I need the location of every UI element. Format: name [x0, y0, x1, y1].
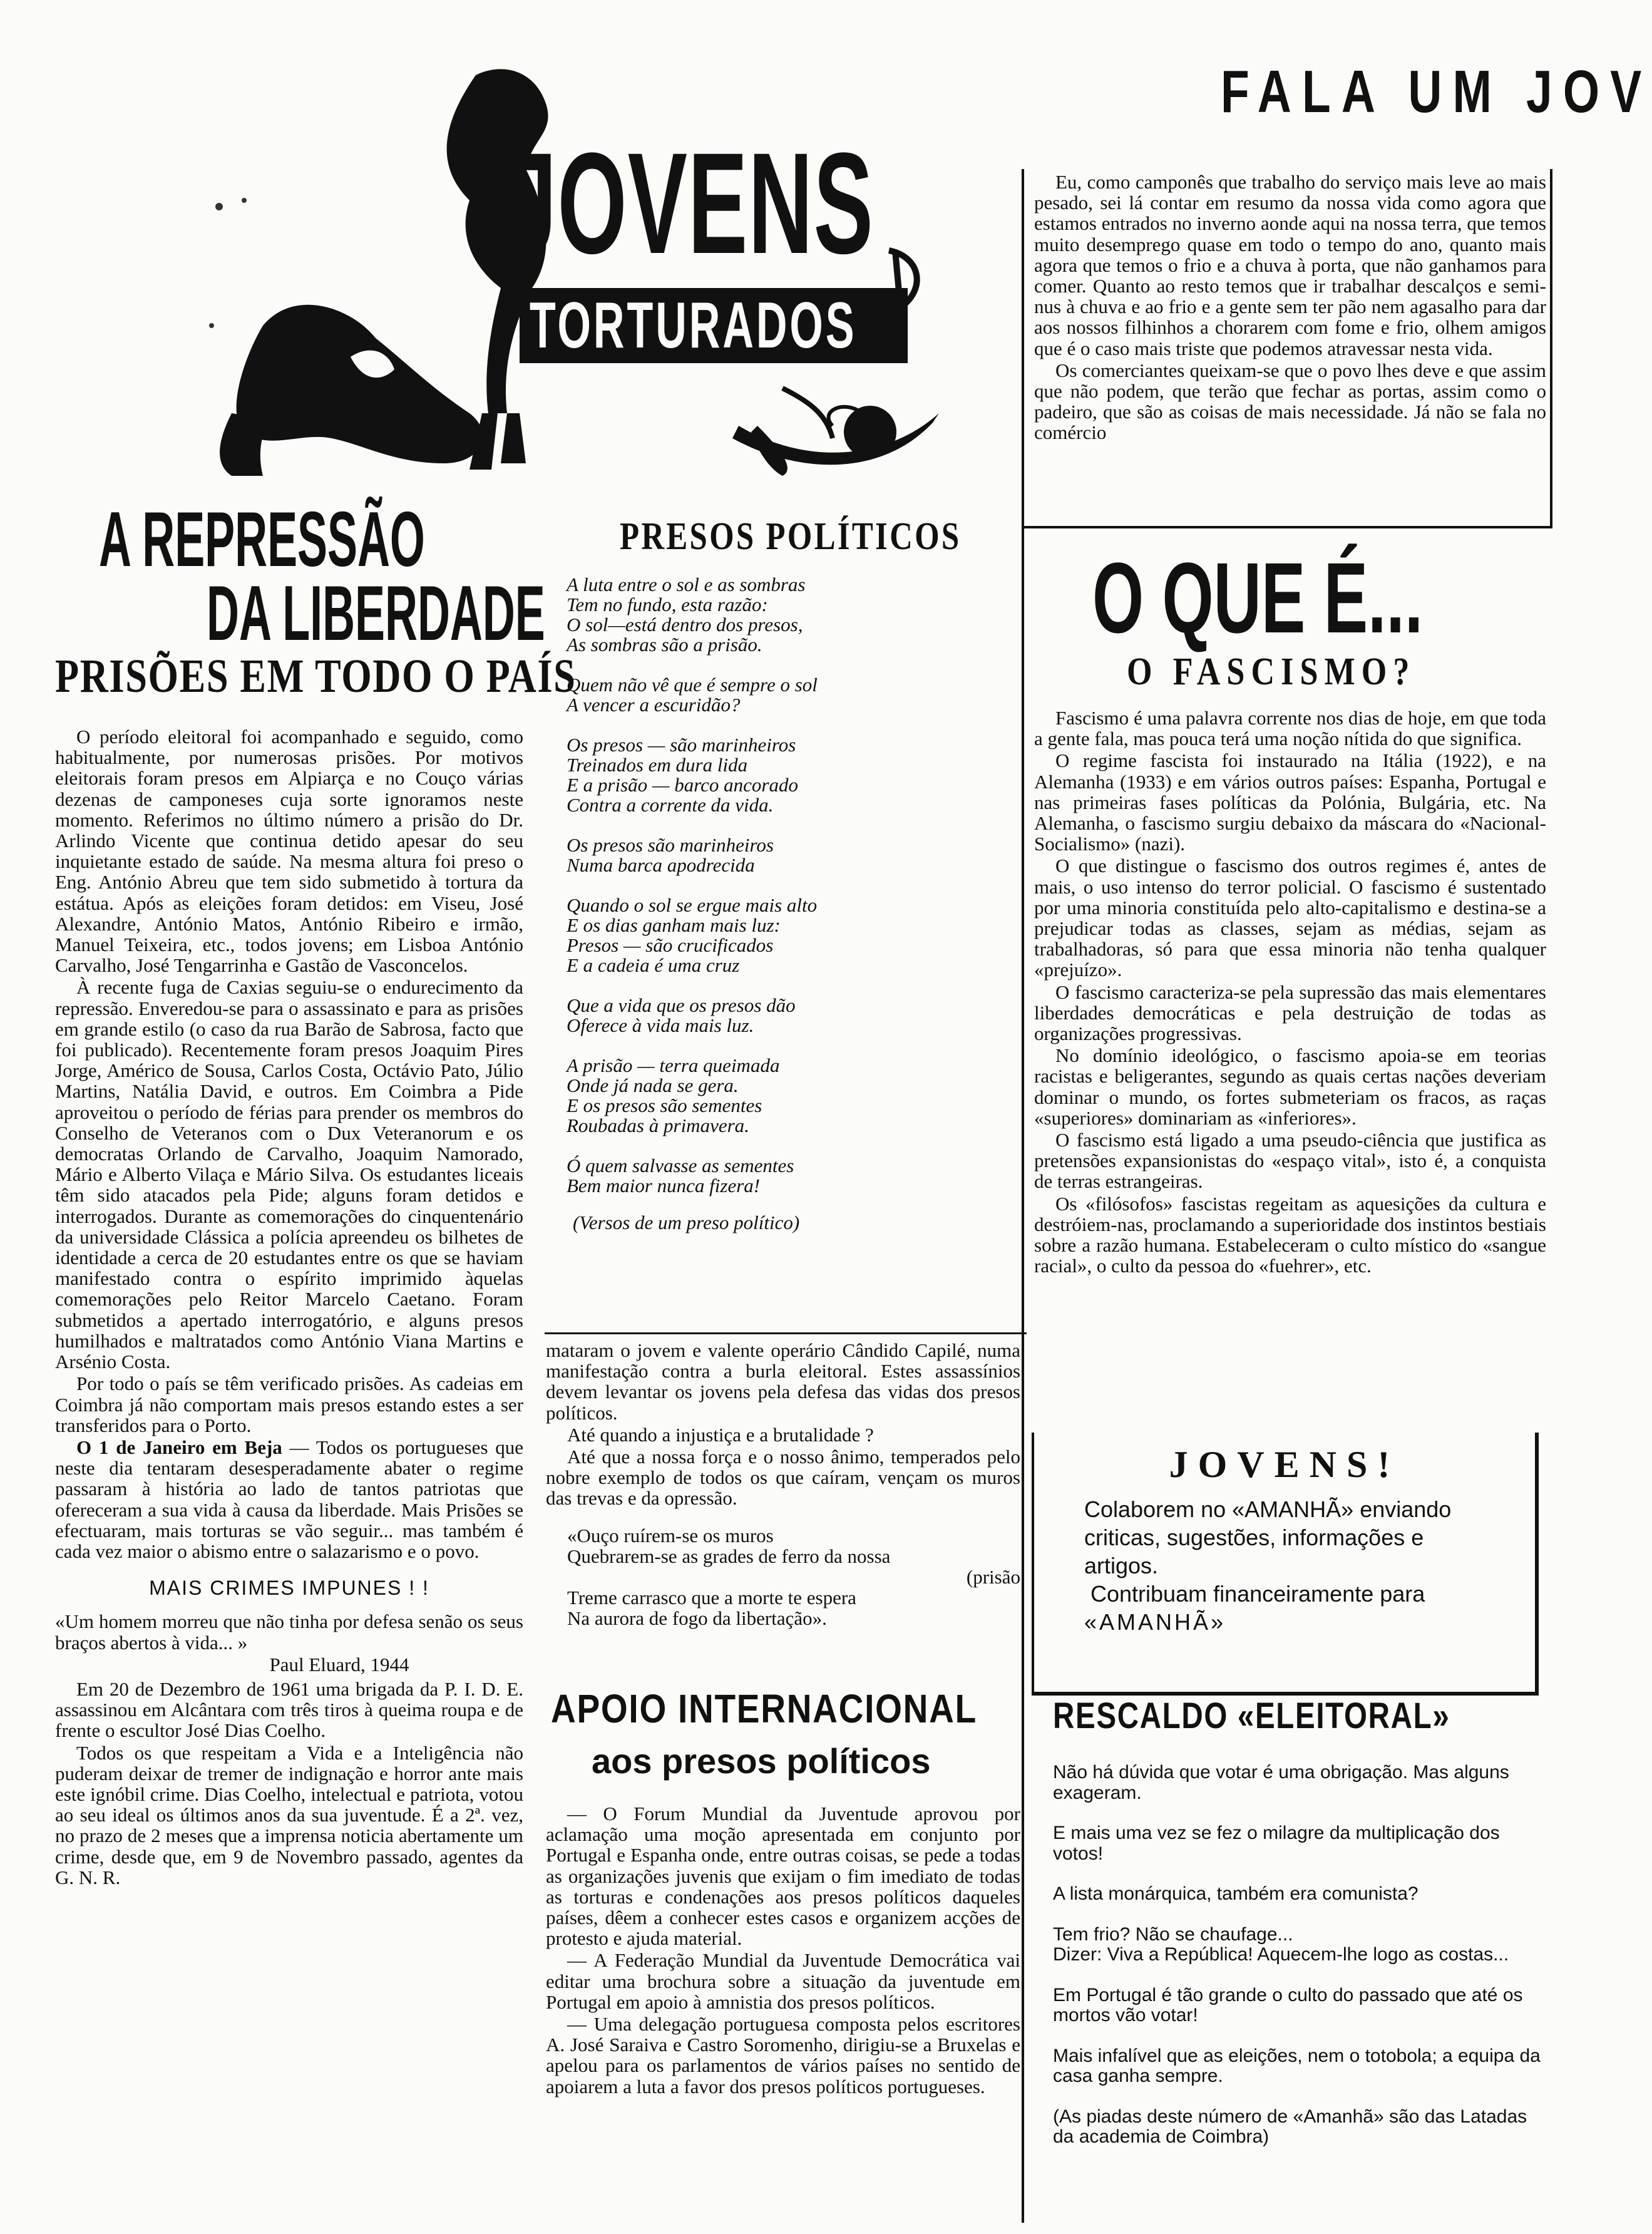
callout-line: artigos.: [1084, 1553, 1159, 1578]
callout-line: criticas, sugestões, informações e: [1084, 1525, 1424, 1550]
repressao-title-line1: A REPRESSÃO: [99, 497, 425, 583]
fascismo-paragraph: O que distingue o fascismo dos outros regimes é, antes de mais, o uso intenso do terror policial. O fascismo é sustentado por uma minoria constituída pelo alto-capitalismo e destina-se a prejudicar todas as classes, sejam as médias, sejam as trabalhadoras, só para que essa minoria não tenha qualquer «prejuízo».: [1034, 855, 1546, 981]
poem-line: As sombras são a prisão.: [567, 634, 762, 656]
column-divider: [545, 1332, 1027, 1334]
fascismo-article: [1034, 708, 1546, 1277]
rescaldo-joke: E mais uma vez se fez o milagre da multiplicação dos votos!: [1053, 1823, 1500, 1864]
rescaldo-list: [1053, 1763, 1547, 2168]
fala-right-border: [1550, 169, 1552, 526]
presos-poem: [567, 575, 1017, 1233]
poem-line: A luta entre o sol e as sombras: [567, 574, 806, 595]
verse-line: Na aurora de fogo da libertação».: [567, 1607, 827, 1630]
continuation-paragraph: mataram o jovem e valente operário Cândido Capilé, numa manifestação contra a burla eleitoral. Estes assassínios devem levantar os jovens pela defesa das vidas dos presos políticos.: [546, 1339, 1020, 1424]
repressao-article: [55, 726, 523, 1889]
poem-line: E a prisão — barco ancorado: [567, 774, 798, 796]
fala-paragraph: Os comerciantes queixam-se que o povo lhes deve e que assim que não podem, que terão que fechar as portas, assim como o padeiro, que são as coisas de mais necessidade. Já não se fala no comércio: [1034, 359, 1546, 444]
fascismo-subtitle: O FASCISMO?: [1127, 651, 1416, 693]
presos-continuation: [546, 1340, 1020, 1629]
jovens-callout-title: JOVENS!: [1169, 1444, 1400, 1485]
freedom-verse: [546, 1525, 1020, 1629]
rescaldo-title: RESCALDO «ELEITORAL»: [1053, 1696, 1450, 1736]
poem-stanza: [567, 895, 1017, 975]
repressao-subhead: PRISÕES EM TODO O PAÍS: [55, 650, 577, 703]
eluard-quote-author: Paul Eluard, 1944: [269, 1653, 409, 1675]
rescaldo-joke: Mais infalível que as eleições, nem o totobola; a equipa da casa ganha sempre.: [1053, 2045, 1541, 2086]
rescaldo-joke: Em Portugal é tão grande o culto do passado que até os mortos vão votar!: [1053, 1984, 1523, 2026]
fascismo-paragraph: O fascismo está ligado a uma pseudo-ciência que justifica as pretensões expansionistas do «espaço vital», isto é, a conquista de terras estrangeiras.: [1034, 1129, 1546, 1193]
apoio-paragraph: — O Forum Mundial da Juventude aprovou por aclamação uma moção apresentada em conjunto por Portugal e Espanha onde, entre outras coisas, se pede a todas as organizações juvenis que exijam o fim imediato de todas as torturas e condenações aos presos políticos daqueles países, dêem a conhecer estes casos e organizem acções de protesto e ajuda material.: [546, 1803, 1020, 1950]
continuation-paragraph: Até que a nossa força e o nosso ânimo, temperados pelo nobre exemplo de todos os que caíram, vençam os muros das trevas e da opressão.: [546, 1446, 1020, 1510]
poem-line: Ó quem salvasse as sementes: [567, 1155, 794, 1176]
rescaldo-joke: Não há dúvida que votar é uma obrigação. Mas alguns exageram.: [1053, 1762, 1509, 1803]
poem-line: E a cadeia é uma cruz: [567, 954, 740, 976]
poem-stanza: [567, 835, 1017, 875]
poem-stanza: [567, 735, 1017, 815]
poem-line: Tem no fundo, esta razão:: [567, 594, 768, 615]
crimes-paragraph: Todos os que respeitam a Vida e a Inteligência não puderam deixar de tremer de indignação e horror ante mais este ignóbil crime. Dias Coelho, intelectual e patriota, votou ao seu ideal os últimos anos da sua juventude. É a 2ª. vez, no prazo de 2 meses que a imprensa noticia abertamente um crime, desde que, em 9 de Novembro passado, agentes da G. N. R.: [55, 1741, 523, 1888]
jovens-callout-body: [1034, 1486, 1535, 1636]
poem-line: A prisão — terra queimada: [567, 1054, 780, 1076]
apoio-article: [546, 1803, 1020, 2098]
poem-line: E os dias ganham mais luz:: [567, 914, 781, 936]
continuation-paragraph: Até quando a injustiça e a brutalidade ?: [567, 1423, 874, 1446]
beja-paragraph: [55, 1437, 523, 1562]
apoio-paragraph: — A Federação Mundial da Juventude Democrática vai editar uma brochura sobre a situação da juventude em Portugal em apoio à amnistia dos presos políticos.: [546, 1949, 1020, 2013]
repressao-paragraph: Por todo o país se têm verificado prisões. As cadeias em Coimbra já não comportam mais presos estando estes a ser transferidos para o Porto.: [55, 1372, 523, 1436]
poem-line: Bem maior nunca fizera!: [567, 1175, 761, 1197]
banner-subtitle-box: [520, 288, 908, 363]
callout-line: «AMANHÃ»: [1084, 1609, 1226, 1635]
poem-line: Quando o sol se ergue mais alto: [567, 894, 818, 916]
presos-title: PRESOS POLÍTICOS: [620, 515, 962, 558]
poem-line: A vencer a escuridão?: [567, 694, 741, 716]
poem-stanza: [567, 675, 1017, 715]
repressao-paragraph: O período eleitoral foi acompanhado e seguido, como habitualmente, por numerosas prisões. Por motivos eleitorais foram presos em Alpiarça e no Couço várias dezenas de camponeses cuja sorte ignoramos neste momento. Referimos no último número a prisão do Dr. Arlindo Vicente que continua detido apesar do seu inquietante estado de saúde. Na mesma altura foi preso o Eng. António Abreu que tem sido submetido à tortura da estátua. Após as eleições foram detidos: em Viseu, José Alexandre, António Matos, António Ribeiro e irmão, Manuel Teixeira, etc., todos jovens; em Lisboa António Carvalho, José Tengarrinha e Gastão de Vasconcelos.: [55, 726, 523, 977]
poem-line: Os presos — são marinheiros: [567, 734, 796, 756]
verse-line: Quebrarem-se as grades de ferro da nossa: [567, 1545, 891, 1567]
banner-subtitle: TORTURADOS: [529, 289, 857, 362]
poem-stanza: [567, 996, 1017, 1036]
poem-line: E os presos são sementes: [567, 1094, 762, 1116]
apoio-paragraph: — Uma delegação portuguesa composta pelos escritores A. José Saraiva e Castro Soromenho, dirigiu-se a Bruxelas e apelou para os parlamentos de vários países no sentido de apoiarem a luta a favor dos presos políticos portugueses.: [546, 2013, 1020, 2098]
poem-line: Que a vida que os presos dão: [567, 994, 796, 1016]
masthead-headline: FALA UM JOV: [1221, 58, 1652, 125]
rescaldo-credit: (As piadas deste número de «Amanhã» são das Latadas da academia de Coimbra): [1053, 2106, 1527, 2147]
poem-stanza: [567, 1056, 1017, 1136]
fascismo-paragraph: Fascismo é uma palavra corrente nos dias de hoje, em que toda a gente fala, mas pouca terá uma noção nítida do que significa.: [1034, 707, 1546, 750]
verse-line: (prisão: [966, 1566, 1020, 1588]
poem-line: O sol—está dentro dos presos,: [567, 614, 803, 636]
repressao-title-line2: DA LIBERDADE: [207, 570, 545, 657]
fascismo-title: O QUE É...: [1092, 542, 1424, 654]
fala-left-border: [1022, 169, 1024, 2223]
poem-line: Oferece à vida mais luz.: [567, 1014, 754, 1036]
poem-line: Treinados em dura lida: [567, 754, 748, 776]
fala-paragraph: Eu, como camponês que trabalho do serviço mais leve ao mais pesado, sei lá contar em resumo da nossa vida como agora que estamos entrados no inverno aonde aqui na nossa terra, que temos muito desemprego quase em todo o tempo do ano, quanto mais agora que temos o frio e a chuva à porta, que não ganhamos para comer. Quanto ao resto temos que ir trabalhar descalços e semi-nus à chuva e ao frio e a gente sem ter pão nem agasalho para dar aos nossos filhinhos a chorarem com fome e frio, olhem amigos que é o caso mais triste que podemos atravessar nesta vida.: [1034, 171, 1546, 359]
poem-line: Contra a corrente da vida.: [567, 794, 774, 816]
fascismo-box-top: [1022, 526, 1552, 528]
poem-line: Quem não vê que é sempre o sol: [567, 674, 818, 696]
poem-line: Onde já nada se gera.: [567, 1074, 739, 1096]
callout-line: Colaborem no «AMANHÃ» enviando: [1084, 1496, 1452, 1522]
fala-article: [1034, 172, 1546, 445]
crimes-paragraph: Em 20 de Dezembro de 1961 uma brigada da P. I. D. E. assassinou em Alcântara com três tiros à queima roupa e de frente o escultor José Dias Coelho.: [55, 1677, 523, 1742]
poem-stanza: [567, 1156, 1017, 1196]
verse-line: Treme carrasco que a morte te espera: [567, 1587, 856, 1609]
poem-line: Os presos são marinheiros: [567, 834, 774, 856]
eluard-quote: «Um homem morreu que não tinha por defesa senão os seus braços abertos à vida... »: [55, 1610, 523, 1654]
fascismo-paragraph: O fascismo caracteriza-se pela supressão das mais elementares liberdades democráticas e pela destruição de todas as organizações progressivas.: [1034, 981, 1546, 1045]
poem-credit: (Versos de um preso político): [573, 1212, 800, 1233]
beja-text: — Todos os portugueses que neste dia tentaram desesperadamente abater o regime passaram à história ao lado de tantos patriotas que ofereceram a sua vida à causa da liberdade. Mais Prisões se efectuaram, mais torturas se vão seguir... mas também é cada vez maior o abismo entre o salazarismo e o povo.: [55, 1436, 523, 1562]
rescaldo-joke: Tem frio? Não se chaufage... Dizer: Viva a República! Aquecem-lhe logo as costas...: [1053, 1923, 1509, 1965]
repressao-paragraph: À recente fuga de Caxias seguiu-se o endurecimento da repressão. Enveredou-se para o assassinato e para as prisões em grande estilo (o caso da rua Barão de Sabrosa, facto que foi publicado). Recentemente foram presos Joaquim Pires Jorge, Américo de Sousa, Carlos Costa, Octávio Pato, Júlio Martins, Natália David, e outros. Em Coimbra a Pide aproveitou o período de férias para prender os membros do Conselho de Veteranos com o Dux Veteranorum e os democratas Orlando de Carvalho, Joaquim Namorado, Mário e Alberto Vilaça e Mário Silva. Os estudantes liceais têm sido atacados pela Pide; alguns foram detidos e interrogados. Durante as comemorações do cinquentenário da universidade Clássica a polícia apreendeu os bilhetes de identidade a cerca de 20 estudantes entre os que se haviam manifestado contra o espírito imprimido àquelas comemorações pelo Reitor Marcelo Caetano. Foram submetidos a apertado interrogatório, e alguns presos humilhados e maltratados como António Viana Martins e Arsénio Costa.: [55, 976, 523, 1373]
jovens-callout-box: [1032, 1433, 1539, 1696]
apoio-subtitle: aos presos políticos: [592, 1741, 931, 1781]
fascismo-paragraph: No domínio ideológico, o fascismo apoia-se em teorias racistas e beligerantes, segundo as quais certas nações deveriam dominar o mundo, os fortes submeteriam os fracos, as raças «superiores» dominariam as «inferiores».: [1034, 1044, 1546, 1129]
callout-line: Contribuam financeiramente para: [1090, 1581, 1425, 1607]
beja-lead: O 1 de Janeiro em Beja: [76, 1436, 282, 1458]
rescaldo-joke: A lista monárquica, também era comunista?: [1053, 1883, 1419, 1904]
apoio-title: APOIO INTERNACIONAL: [551, 1686, 977, 1731]
fascismo-paragraph: Os «filósofos» fascistas regeitam as aquesições da cultura e destróiem-nas, proclamando a superioridade dos instintos bestiais sobre a razão humana. Estabeleceram o culto místico do «sangue racial», o culto da pessoa do «fuehrer», etc.: [1034, 1192, 1546, 1277]
verse-line: «Ouço ruírem-se os muros: [567, 1524, 774, 1547]
fascismo-paragraph: O regime fascista foi instaurado na Itália (1922), e na Alemanha (1933) e em vários outros países: Espanha, Portugal e nas primeiras fases políticas da Polónia, Bulgária, etc. Na Alemanha, o fascismo surgiu debaixo da máscara do «Nacional-Socialismo» (nazi).: [1034, 749, 1546, 855]
poem-line: Numa barca apodrecida: [567, 854, 755, 876]
banner-title: JOVENS: [507, 123, 874, 284]
poem-line: Roubadas à primavera.: [567, 1114, 749, 1136]
poem-line: Presos — são crucificados: [567, 934, 774, 956]
poem-stanza: [567, 575, 1017, 655]
crimes-heading: MAIS CRIMES IMPUNES ! !: [149, 1577, 429, 1600]
